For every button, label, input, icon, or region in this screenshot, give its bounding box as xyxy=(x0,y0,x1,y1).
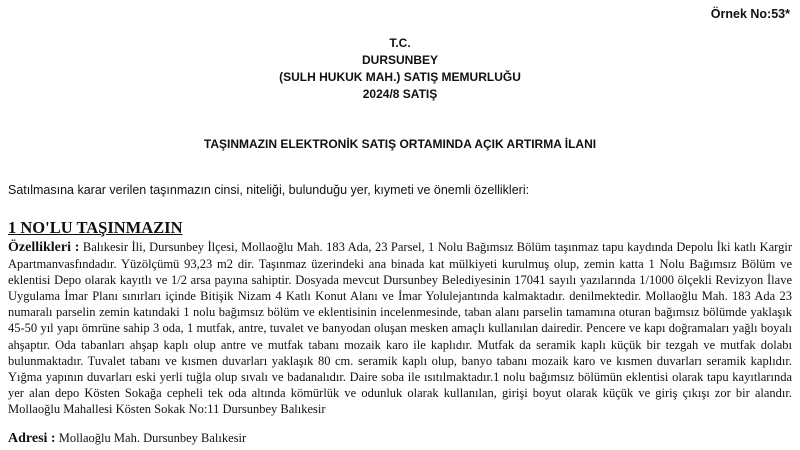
property-features xyxy=(8,239,792,417)
header-line-office: (SULH HUKUK MAH.) SATIŞ MEMURLUĞU xyxy=(279,70,521,84)
header-line-district: DURSUNBEY xyxy=(361,53,438,67)
header-line-tc: T.C. xyxy=(389,36,411,50)
features-label: Özellikleri : xyxy=(8,240,80,255)
property-address xyxy=(8,431,246,447)
property-heading: 1 NO'LU TAŞINMAZIN xyxy=(8,218,183,237)
document-header xyxy=(0,35,800,103)
address-value: Mollaoğlu Mah. Dursunbey Balıkesir xyxy=(55,431,247,445)
address-label: Adresi : xyxy=(8,431,56,446)
header-line-case-number: 2024/8 SATIŞ xyxy=(362,87,438,101)
features-text: Balıkesir İli, Dursunbey İlçesi, Mollaoğlu Mah. 183 Ada, 23 Parsel, 1 Nolu Bağımsız Bölüm taşınmaz tapu kaydında Depolu İki katlı Kargir Apartmanvasfındadır. Yüzölçümü 93,23 m2 dir. Taşınmaz üzerindeki ana binada kat mülkiyeti kurulmuş olup, zemin katta 1 Nolu Bağımsız Bölüm ve eklentisi Depo olarak kayıtlı ve 1/2 arsa payına sahiptir. Dosyada mevcut Dursunbey Belediyesinin 17041 sayılı yazılarında 1/1000 ölçekli Revizyon İlave Uygulama İmar Planı sınırları içinde Bitişik Nizam 4 Katlı Konut Alanı ve İmar Yolulejantında kalmaktadır. denilmektedir. Mollaoğlu Mah. 183 Ada 23 numaralı parselin zemin katındaki 1 nolu bağımsız bölüm ve eklentisinin incelenmesinde, taban alanı parselin tamamına oturan bağımsız bölümde yaklaşık 45-50 yıl yapı ömrüne sahip 3 oda, 1 mutfak, antre, tuvalet ve banyodan oluşan mesken amaçlı kullanılan dairedir. Pencere ve kapı doğramaları yağlı boyalı ahşaptır. Oda tabanları ahşap kaplı olup antre ve mutfak tabanı mozaik karo ile kaplıdır. Mutfak da seramik kaplı küçük bir tezgah ve mutfak dolabı bulunmaktadır. Tuvalet tabanı ve kısmen duvarları yaklaşık 80 cm. seramik kaplı olup, banyo tabanı mozaik karo ve kısmen duvarları seramik kaplıdır. Yığma yapının duvarları eski yerli tuğla olup sıvalı ve badanalıdır. Daire soba ile ısıtılmaktadır.1 nolu bağımsız bölümün eklentisi olarak tapu kayıtlarında yer alan depo Kösten Sokağa cepheli tek oda altında kömürlük ve odunluk olarak kullanılan, girişi boyut olarak küçük ve giriş çıkışı zor bir alandır. Mollaoğlu Mahallesi Kösten Sokak No:11 Dursunbey Balıkesir xyxy=(8,240,792,416)
notice-title: TAŞINMAZIN ELEKTRONİK SATIŞ ORTAMINDA AÇIK ARTIRMA İLANI xyxy=(203,137,597,151)
form-number: Örnek No:53* xyxy=(710,7,790,21)
intro-text: Satılmasına karar verilen taşınmazın cinsi, niteliği, bulunduğu yer, kıymeti ve önemli özellikleri: xyxy=(8,183,530,197)
